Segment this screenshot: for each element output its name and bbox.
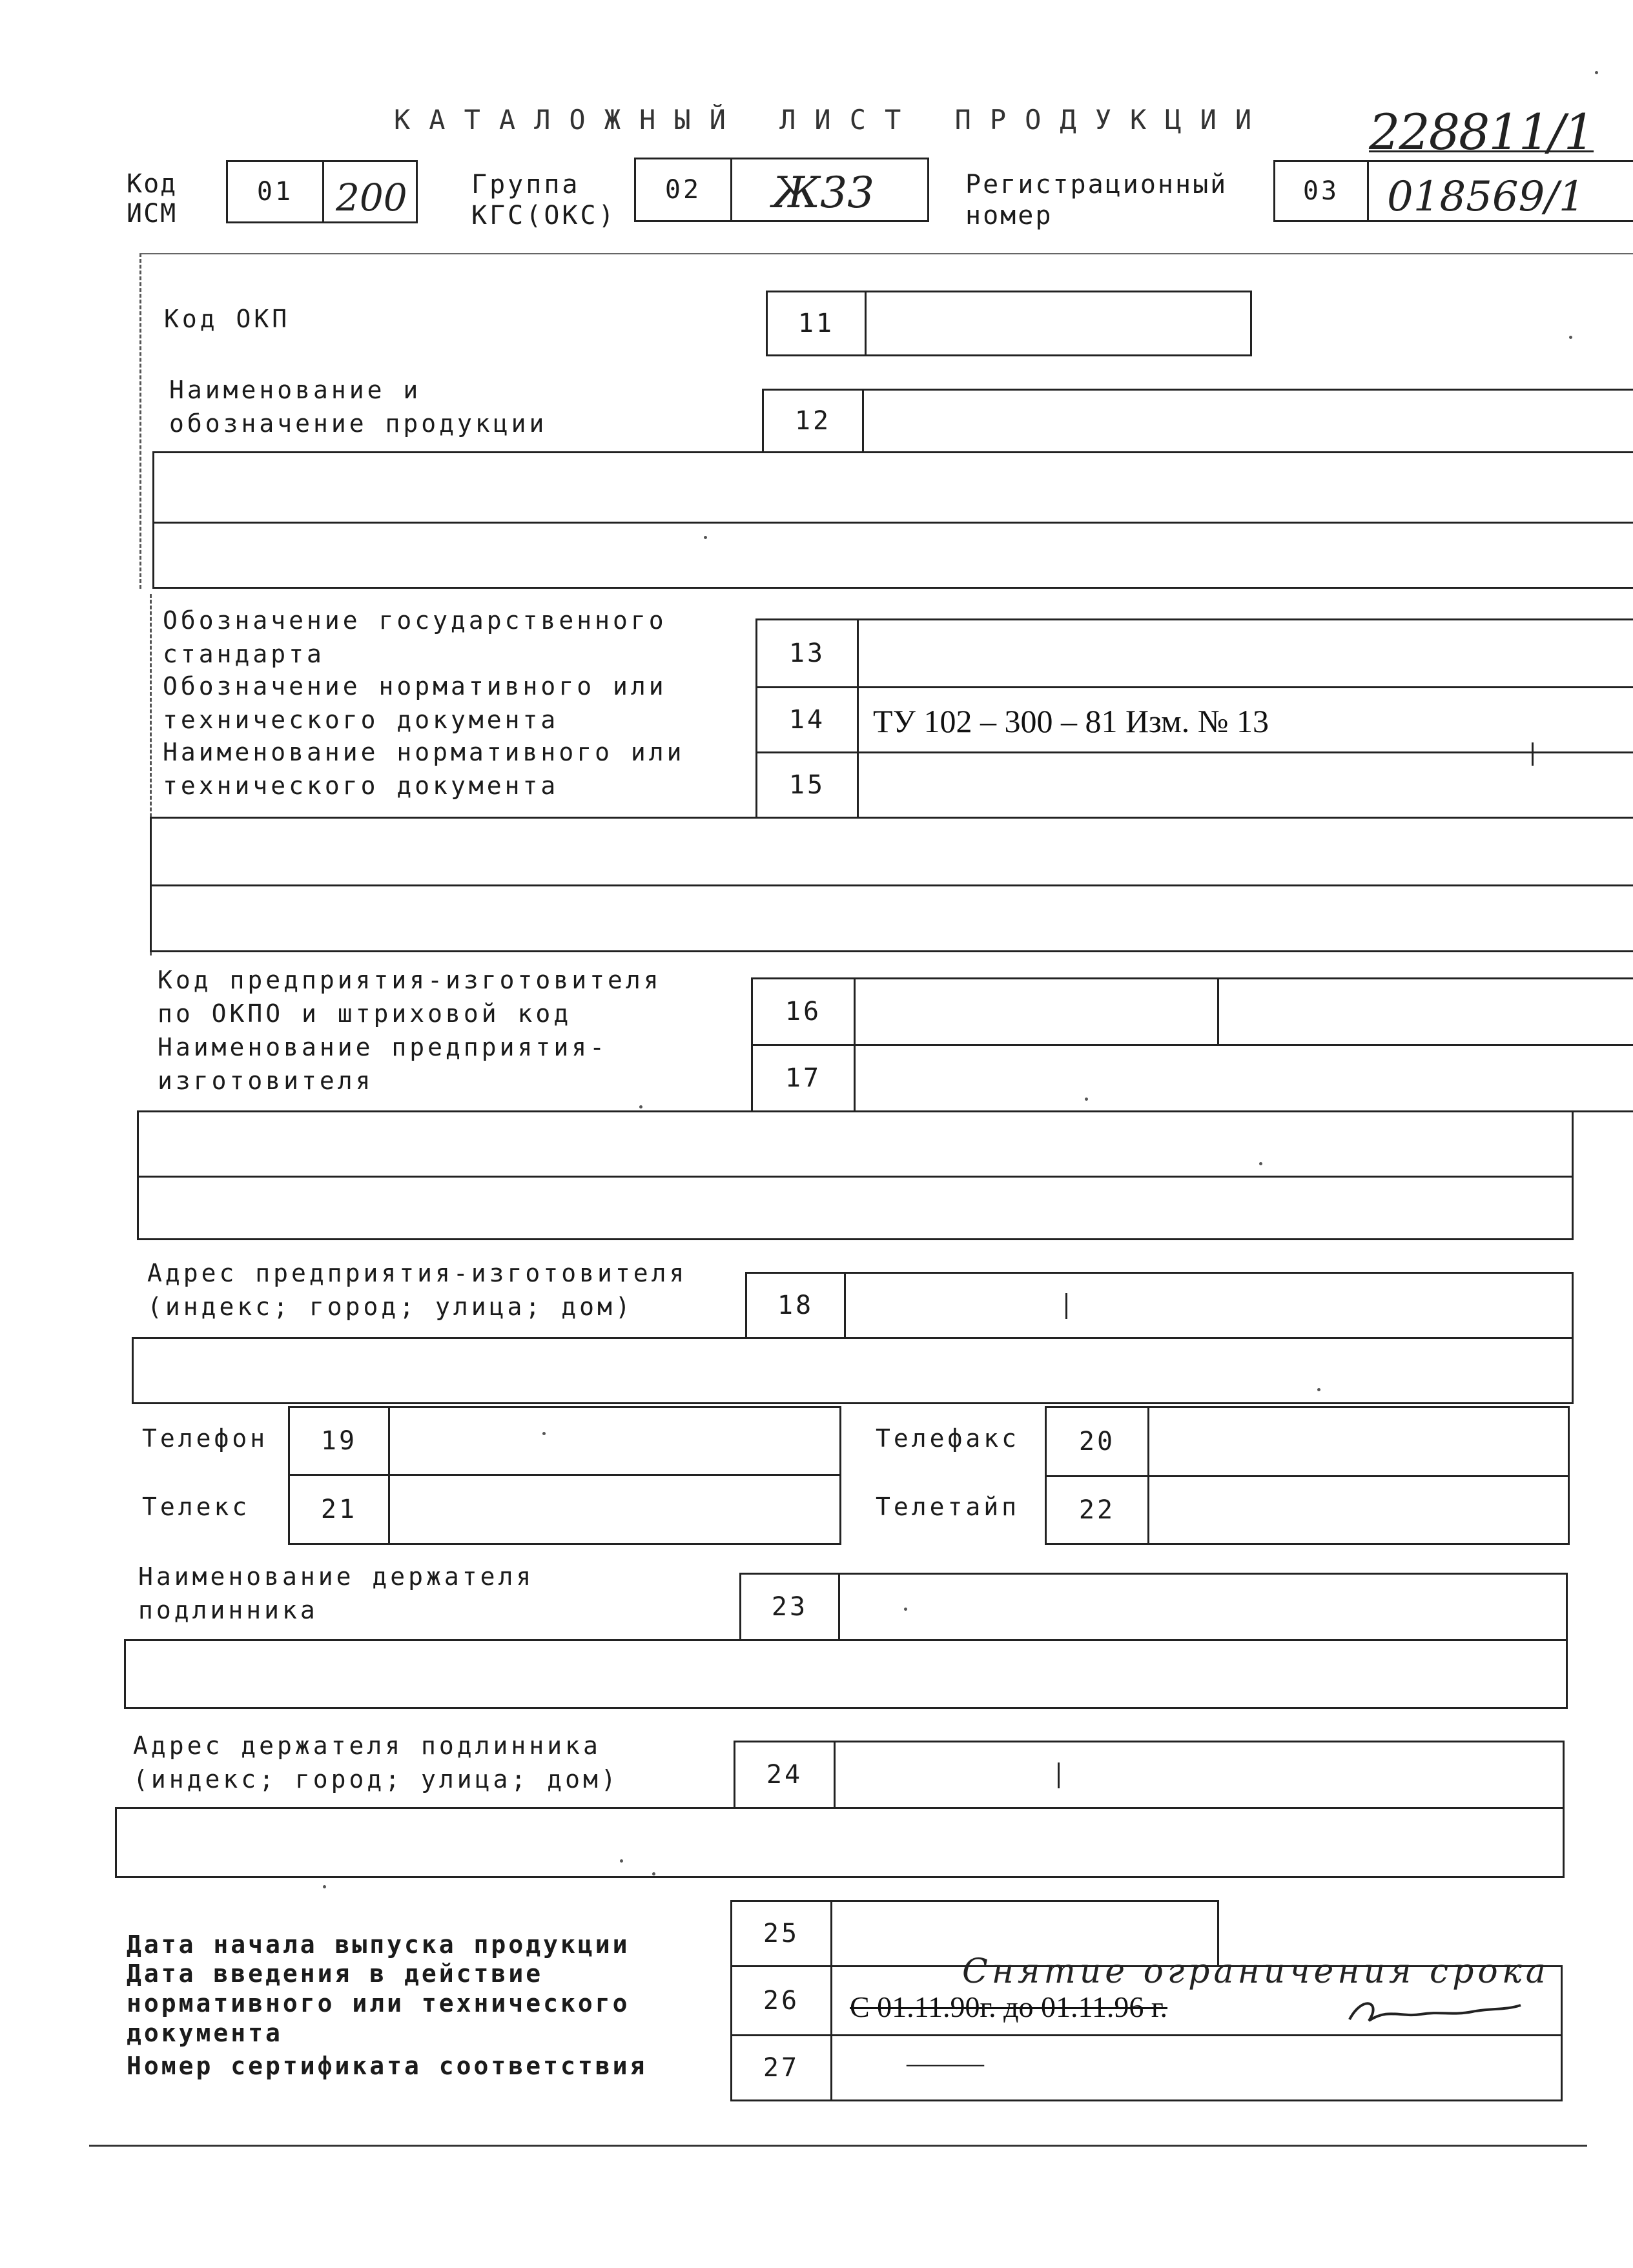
f16-label: Код предприятия-изготовителя по ОКПО и штриховой код [158,966,662,1028]
f12-extra-line-1[interactable] [152,451,1633,524]
f17-extra-line-1[interactable] [137,1110,1574,1178]
f23-label: Наименование держателя подлинника [138,1562,535,1624]
reg-number-label: Регистрационный номер [965,170,1228,230]
scan-speck [1317,1388,1320,1391]
f20-input[interactable] [1147,1406,1570,1477]
f17-extra-line-2[interactable] [137,1176,1574,1240]
f27-value: ——— [907,2048,984,2078]
gruppa-handwritten-value: Ж33 [772,168,875,218]
f15-input[interactable] [857,751,1633,819]
f24-no: 24 [734,1741,836,1809]
scan-speck [1569,336,1572,339]
form-frame-left-dashed [139,253,141,589]
scan-speck [323,1885,326,1888]
f22-no: 22 [1045,1475,1149,1545]
scan-speck [1259,1162,1262,1165]
f12-label: Наименование и обозначение продукции [169,376,548,438]
f18-extra-line[interactable] [132,1337,1574,1404]
f15-label: Наименование нормативного или технического документа [163,738,685,800]
f23-input[interactable] [838,1573,1568,1641]
f16-input-okpo[interactable] [854,977,1219,1046]
f12-extra-line-2[interactable] [152,522,1633,589]
f11-no: 11 [766,291,867,356]
f19-no: 19 [288,1406,390,1476]
f23-extra-line[interactable] [124,1639,1568,1709]
kod-field-no: 01 [226,160,324,223]
f26-signature [1343,1988,1524,2034]
f20-label: Телефакс [876,1424,1020,1453]
f11-label: Код ОКП [164,305,291,333]
f12-input-top [862,389,1633,391]
f26-label: Дата введения в действие нормативного или технического документа [127,1959,630,2047]
f14-no: 14 [755,686,859,753]
f15-no: 15 [755,751,859,819]
f15-extra-line-2[interactable] [150,884,1633,952]
f21-input[interactable] [388,1474,841,1545]
scan-speck [904,1608,907,1611]
f24-tick [1058,1762,1060,1788]
reg-number-field-no: 03 [1273,160,1369,222]
scan-speck [704,536,707,539]
f13-no: 13 [755,618,859,688]
gruppa-field-no: 02 [634,158,732,222]
f24-input[interactable] [834,1741,1565,1809]
f27-no: 27 [730,2034,832,2101]
f18-tick [1065,1293,1067,1319]
f14-label: Обозначение нормативного или технического документа [163,672,667,734]
f26-handwritten-note: Снятие ограничения срока [962,1952,1550,1991]
f17-no: 17 [751,1044,856,1112]
title-handwritten-number: 228811/1 [1369,103,1594,161]
scan-speck [1595,71,1598,74]
f19-label: Телефон [142,1424,269,1453]
f20-no: 20 [1045,1406,1149,1477]
reg-number-handwritten-value: 018569/1 [1387,173,1585,221]
f16-no: 16 [751,977,856,1046]
f18-no: 18 [745,1272,846,1339]
f21-no: 21 [288,1474,390,1545]
f27-label: Номер сертификата соответствия [127,2052,648,2080]
f16-input-barcode[interactable] [1217,977,1633,1046]
f23-no: 23 [739,1573,840,1641]
f13-label: Обозначение государственного стандарта [163,606,667,668]
f25-no: 25 [730,1900,832,1967]
f14-tick [1532,742,1534,766]
page-title: КАТАЛОЖНЫЙ ЛИСТ ПРОДУКЦИИ [394,104,1271,136]
kod-handwritten-value: 200 [336,176,407,220]
f19-input[interactable] [388,1406,841,1476]
f12-no: 12 [762,389,864,453]
f26-value-struck: С 01.11.90г. до 01.11.96 г. [850,1990,1168,2023]
f24-label: Адрес держателя подлинника (индекс; город; улица; дом) [133,1732,619,1793]
f21-label: Телекс [142,1493,251,1521]
kod-label: Код ИСМ [127,169,178,229]
f26-no: 26 [730,1965,832,2036]
scan-speck [542,1432,546,1435]
form-frame-bottom [89,2145,1587,2147]
scan-speck [1085,1098,1088,1101]
gruppa-label: Группа КГС(ОКС) [471,170,617,230]
f25-label: Дата начала выпуска продукции [127,1930,630,1959]
f15-extra-line-1[interactable] [150,817,1633,886]
f17-input[interactable] [854,1044,1633,1112]
scan-speck [620,1859,623,1863]
f18-label: Адрес предприятия-изготовителя (индекс; город; улица; дом) [147,1259,688,1321]
form-frame-top [139,253,1633,254]
scan-speck [652,1872,655,1875]
f13-input[interactable] [857,618,1633,688]
scan-speck [639,1105,642,1108]
f22-input[interactable] [1147,1475,1570,1545]
f18-input[interactable] [844,1272,1574,1339]
f14-value: ТУ 102 – 300 – 81 Изм. № 13 [873,703,1269,739]
f22-label: Телетайп [876,1493,1020,1521]
f11-input[interactable] [865,291,1252,356]
f24-extra-line[interactable] [115,1807,1565,1878]
f17-label: Наименование предприятия- изготовителя [158,1033,608,1095]
